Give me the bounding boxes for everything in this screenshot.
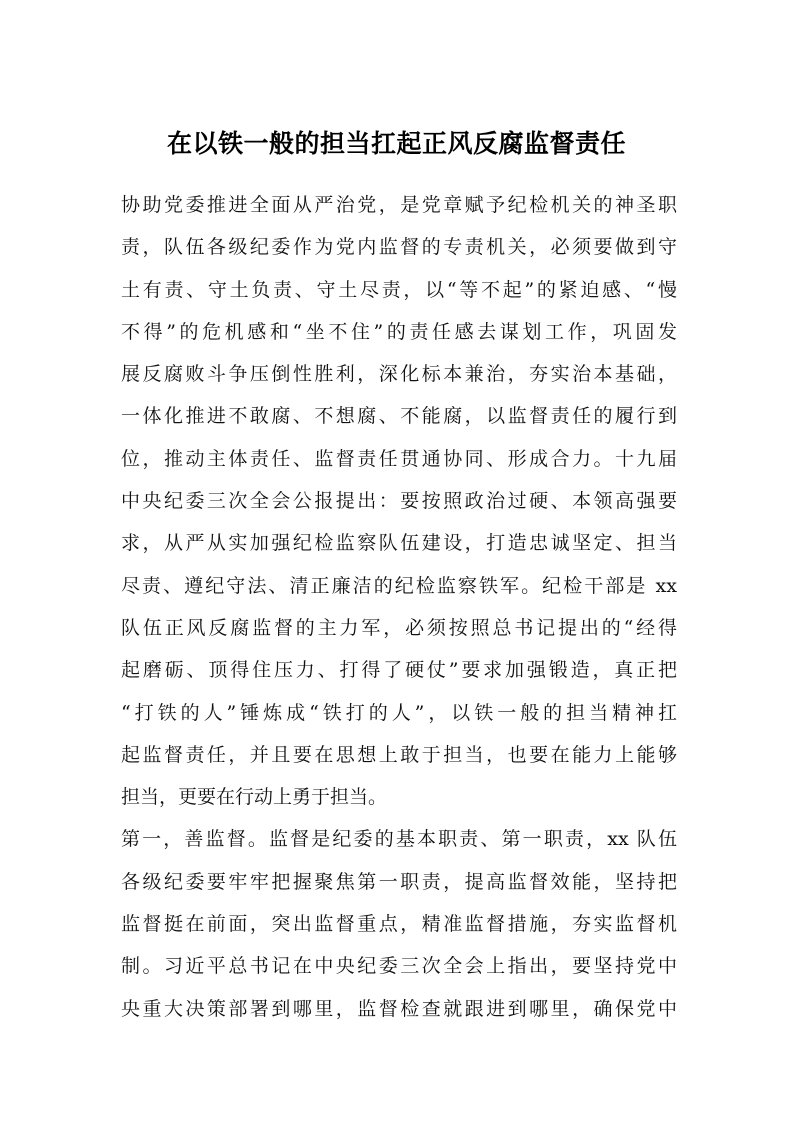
text-line: 央重大决策部署到哪里，监督检查就跟进到哪里，确保党中 xyxy=(121,997,677,1020)
text-line: 起磨砺、顶得住压力、打得了硬仗”要求加强锻造，真正把 xyxy=(121,659,677,682)
text-line: 不得”的危机感和“坐不住”的责任感去谋划工作，巩固发 xyxy=(121,320,677,343)
text-line: 土有责、守土负责、守土尽责，以“等不起”的紧迫感、“慢 xyxy=(121,278,677,301)
text-line: 位，推动主体责任、监督责任贯通协同、形成合力。十九届 xyxy=(121,447,677,470)
text-line: “打铁的人”锤炼成“铁打的人”，以铁一般的担当精神扛 xyxy=(121,701,677,724)
text-line: 中央纪委三次全会公报提出：要按照政治过硬、本领高强要 xyxy=(121,490,677,513)
document-body xyxy=(121,184,677,1030)
text-line: 制。习近平总书记在中央纪委三次全会上指出，要坚持党中 xyxy=(121,955,677,978)
text-line: 一体化推进不敢腐、不想腐、不能腐，以监督责任的履行到 xyxy=(121,405,677,428)
text-line: 求，从严从实加强纪检监察队伍建设，打造忠诚坚定、担当 xyxy=(121,532,677,555)
text-line: 监督挺在前面，突出监督重点，精准监督措施，夯实监督机 xyxy=(121,913,677,936)
text-line: 责，队伍各级纪委作为党内监督的专责机关，必须要做到守 xyxy=(121,236,677,259)
text-line: 协助党委推进全面从严治党，是党章赋予纪检机关的神圣职 xyxy=(121,194,677,216)
text-line: 起监督责任，并且要在思想上敢于担当，也要在能力上能够 xyxy=(121,743,677,766)
paragraph-end-line: 担当，更要在行动上勇于担当。 xyxy=(121,786,388,809)
document-title: 在以铁一般的担当扛起正风反腐监督责任 xyxy=(166,129,626,158)
text-line: 展反腐败斗争压倒性胜利，深化标本兼治，夯实治本基础， xyxy=(121,363,677,386)
text-line: 尽责、遵纪守法、清正廉洁的纪检监察铁军。纪检干部是 xx xyxy=(121,574,677,597)
text-line: 队伍正风反腐监督的主力军，必须按照总书记提出的“经得 xyxy=(121,616,677,639)
text-line: 第一，善监督。监督是纪委的基本职责、第一职责，xx 队伍 xyxy=(121,828,677,851)
text-line: 各级纪委要牢牢把握聚焦第一职责，提高监督效能，坚持把 xyxy=(121,870,677,893)
